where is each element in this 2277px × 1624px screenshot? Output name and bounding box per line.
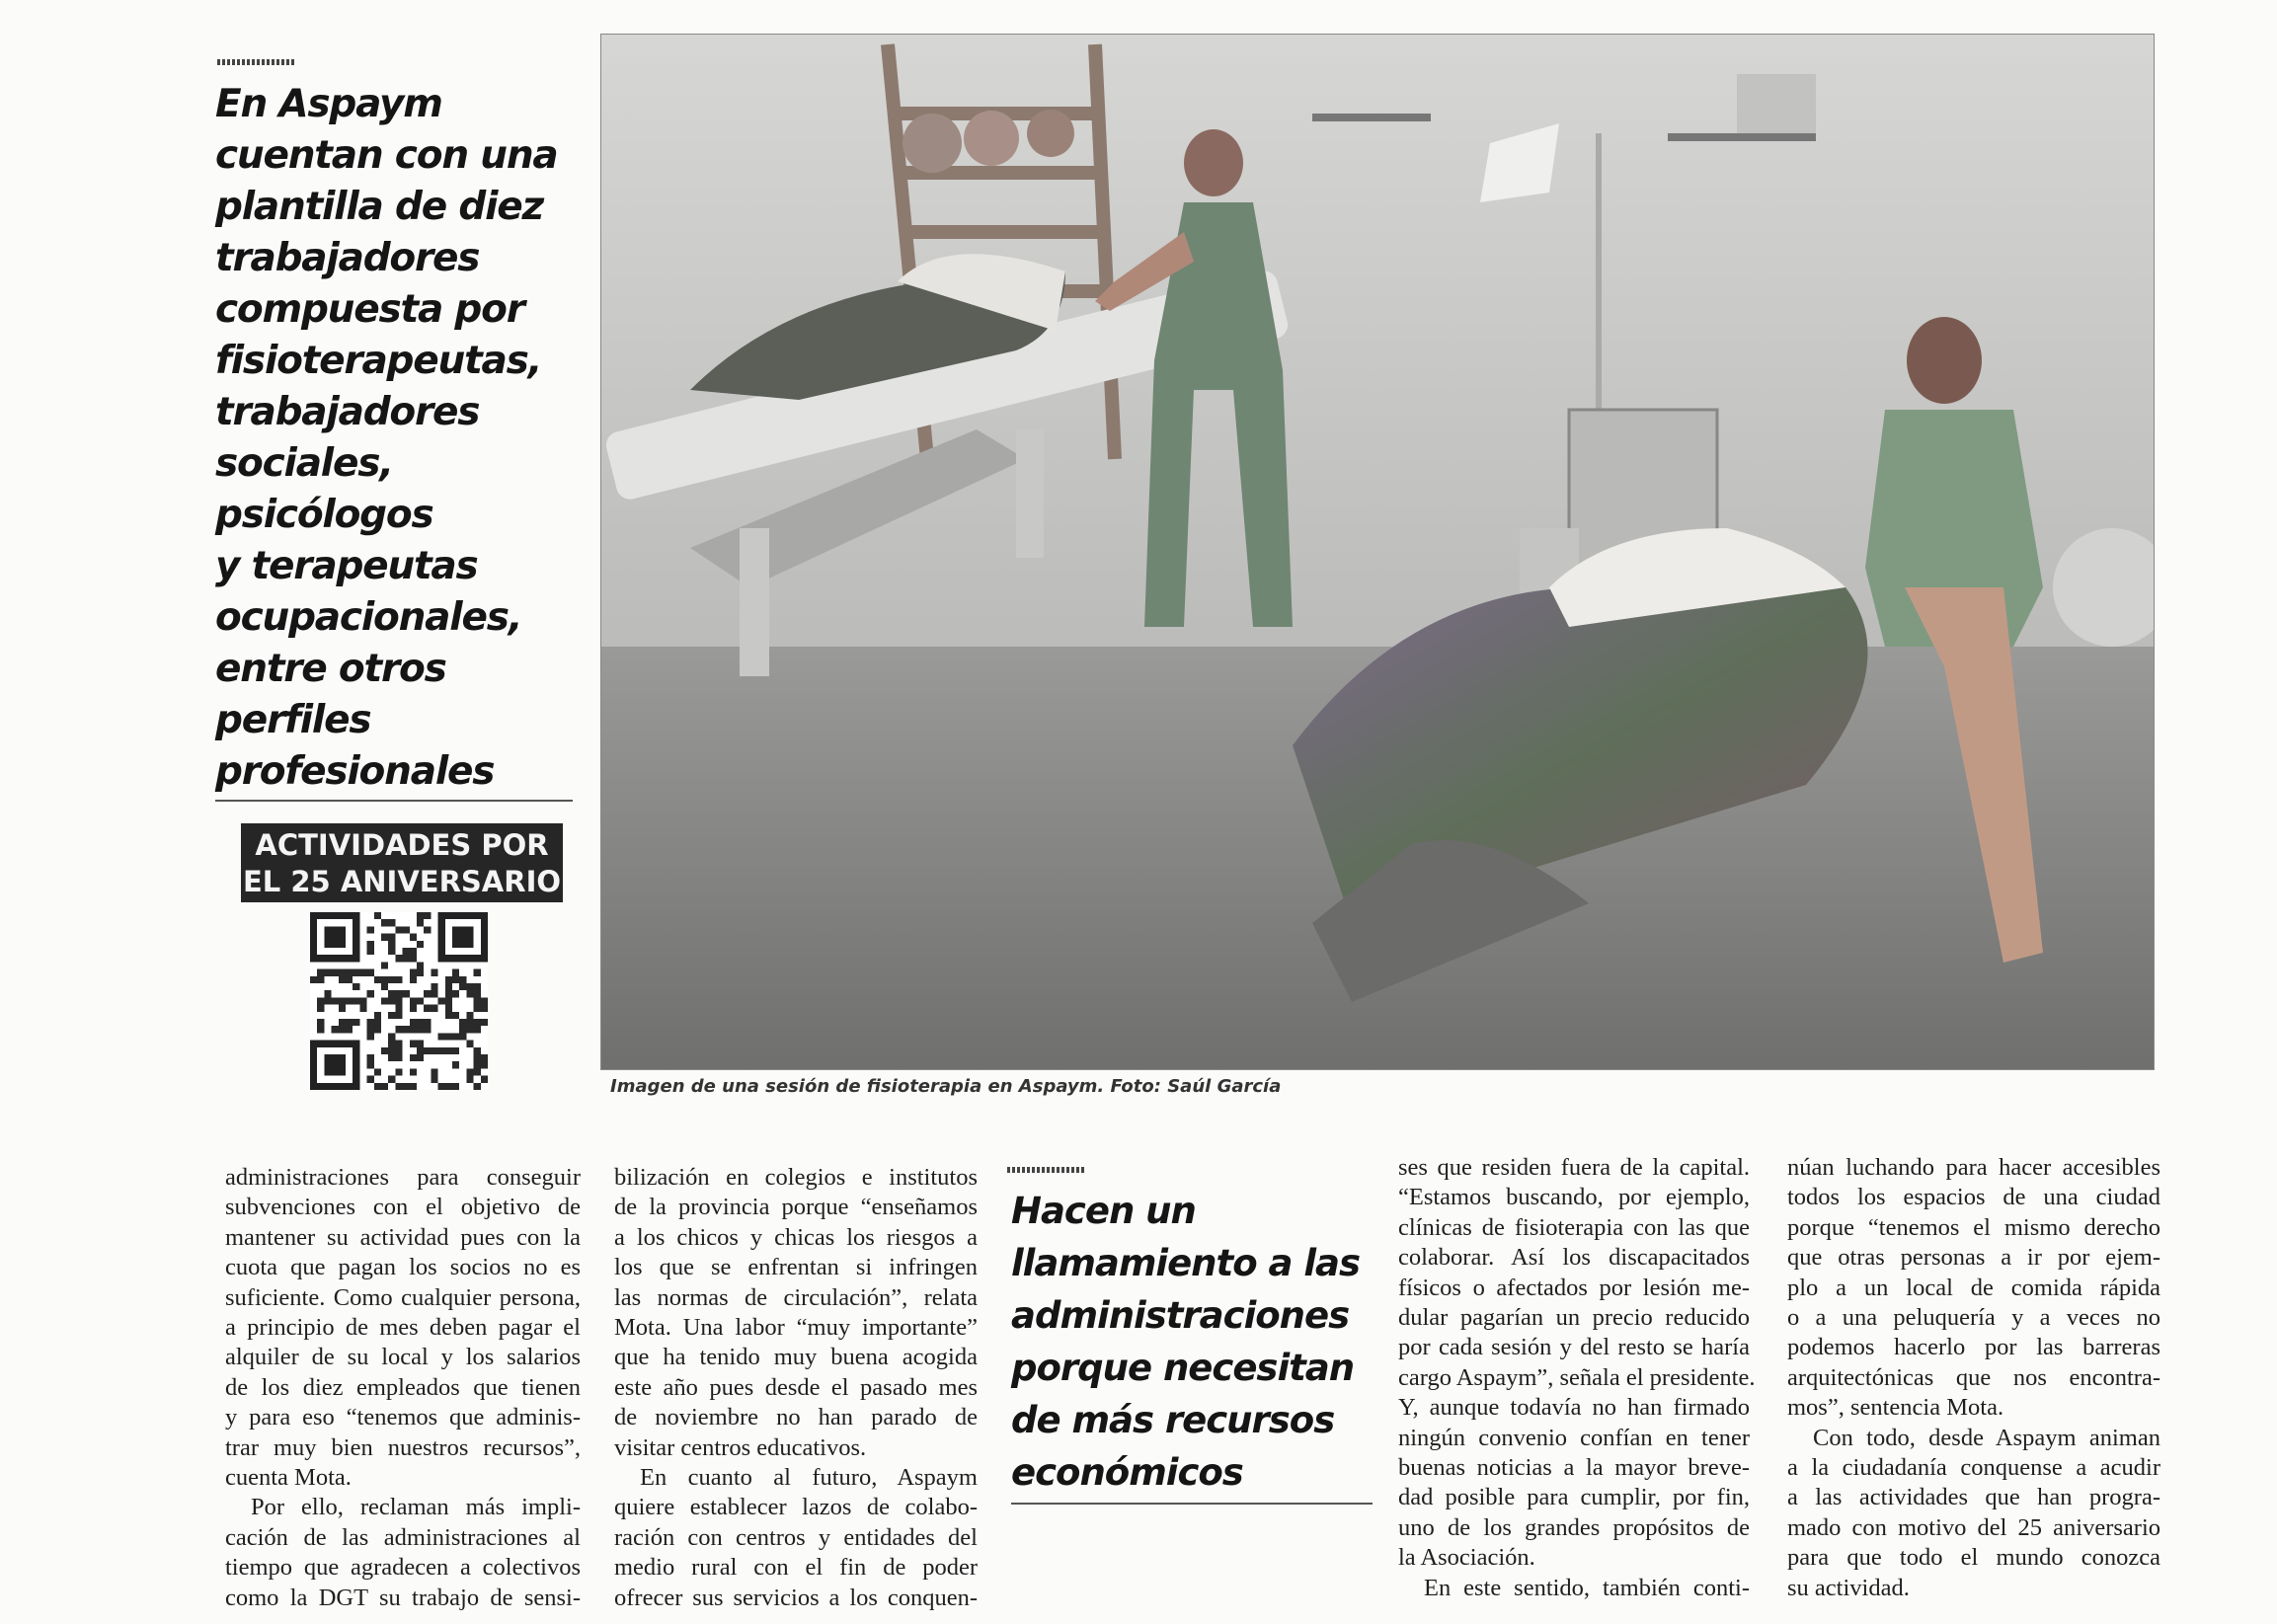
- heading-line: administraciones: [1011, 1294, 1350, 1337]
- text-line: Con todo, desde Aspaym animan: [1813, 1424, 2160, 1451]
- text-line: a la ciudadanía conquense a acudir: [1787, 1454, 2160, 1482]
- heading-line: Hacen un: [1011, 1190, 1196, 1232]
- text-line: los que se enfrentan si infringen: [614, 1254, 978, 1281]
- text-line: ofrecer sus servicios a los conquen-: [614, 1584, 978, 1611]
- text-line: uno de los grandes propósitos de: [1398, 1513, 1750, 1541]
- text-line: mantener su actividad pues con la: [225, 1223, 581, 1251]
- article-column-2: [614, 1163, 978, 1613]
- text-line: clínicas de fisioterapia con las que: [1398, 1213, 1750, 1241]
- text-line: “Estamos buscando, por ejemplo,: [1398, 1184, 1750, 1211]
- text-line: trar muy bien nuestros recursos”,: [225, 1433, 581, 1461]
- text-line: la Asociación.: [1398, 1544, 1535, 1572]
- text-line: tiempo que agradecen a colectivos: [225, 1554, 581, 1582]
- text-line: cuenta Mota.: [225, 1464, 352, 1492]
- text-line: que otras personas a ir por ejem-: [1787, 1244, 2160, 1272]
- text-line: o a una peluquería y a veces no: [1787, 1304, 2160, 1332]
- text-line: alquiler de su local y los salarios: [225, 1344, 581, 1371]
- pull-quote-line: plantilla de diez: [215, 185, 543, 229]
- text-line: a los chicos y chicas los riesgos a: [614, 1223, 978, 1251]
- pull-quote-line: psicólogos: [215, 493, 433, 537]
- text-line: para que todo el mundo conozca: [1787, 1544, 2160, 1572]
- text-line: cuota que pagan los socios no es: [225, 1254, 581, 1281]
- text-line: ses que residen fuera de la capital.: [1398, 1154, 1750, 1181]
- text-line: ningún convenio confían en tener: [1398, 1424, 1750, 1451]
- article-column-5: [1787, 1153, 2160, 1603]
- section-heading-divider: [1011, 1503, 1373, 1505]
- text-line: quiere establecer lazos de colabo-: [614, 1494, 978, 1521]
- text-line: cargo Aspaym”, señala el presidente.: [1398, 1363, 1756, 1391]
- text-line: como la DGT su trabajo de sensi-: [225, 1584, 581, 1611]
- text-line: y para eso “tenemos que adminis-: [225, 1404, 581, 1431]
- text-line: colaborar. Así los discapacitados: [1398, 1244, 1750, 1272]
- text-line: En este sentido, también conti-: [1424, 1574, 1750, 1601]
- text-line: mos”, sentencia Mota.: [1787, 1394, 2004, 1422]
- pull-quote-line: compuesta por: [215, 287, 524, 332]
- text-line: a las actividades que han progra-: [1787, 1484, 2160, 1511]
- article-column-1: [225, 1163, 581, 1613]
- text-line: a principio de mes deben pagar el: [225, 1314, 581, 1342]
- text-line: visitar centros educativos.: [614, 1433, 867, 1461]
- pull-quote-line: fisioterapeutas,: [215, 339, 542, 383]
- pull-quote-line: ocupacionales,: [215, 595, 522, 640]
- text-line: En cuanto al futuro, Aspaym: [640, 1464, 978, 1492]
- text-line: este año pues desde el pasado mes: [614, 1373, 978, 1401]
- activities-label: [241, 823, 563, 902]
- text-line: plo a un local de comida rápida: [1787, 1274, 2160, 1301]
- text-line: su actividad.: [1787, 1574, 1910, 1601]
- text-line: núan luchando para hacer accesibles: [1787, 1154, 2160, 1181]
- activities-label-line: ACTIVIDADES POR: [255, 828, 549, 862]
- heading-line: de más recursos: [1011, 1399, 1335, 1441]
- text-line: buenas noticias a la mayor breve-: [1398, 1454, 1750, 1482]
- text-line: administraciones para conseguir: [225, 1164, 581, 1191]
- text-line: por cada sesión y del resto se haría: [1398, 1334, 1750, 1361]
- decorative-rule: [217, 59, 296, 65]
- text-line: todos los espacios de una ciudad: [1787, 1184, 2160, 1211]
- section-heading: [1011, 1185, 1376, 1499]
- text-line: suficiente. Como cualquier persona,: [225, 1283, 581, 1311]
- text-line: arquitectónicas que nos encontra-: [1787, 1363, 2160, 1391]
- text-line: medio rural con el fin de poder: [614, 1554, 978, 1582]
- heading-line: llamamiento a las: [1011, 1242, 1361, 1284]
- text-line: de noviembre no han parado de: [614, 1404, 978, 1431]
- text-line: dular pagarían un precio reducido: [1398, 1304, 1750, 1332]
- pull-quote-line: cuentan con una: [215, 133, 558, 178]
- text-line: ración con centros y entidades del: [614, 1523, 978, 1551]
- text-line: porque “tenemos el mismo derecho: [1787, 1213, 2160, 1241]
- text-line: que ha tenido muy buena acogida: [614, 1344, 978, 1371]
- text-line: mado con motivo del 25 aniversario: [1787, 1513, 2160, 1541]
- pull-quote-line: perfiles: [215, 698, 371, 742]
- heading-line: económicos: [1011, 1451, 1243, 1494]
- pull-quote-line: y terapeutas: [215, 544, 478, 588]
- heading-line: porque necesitan: [1011, 1347, 1355, 1389]
- text-line: Mota. Una labor “muy importante”: [614, 1314, 978, 1342]
- decorative-rule: [1007, 1167, 1086, 1173]
- article-column-4: [1398, 1153, 1756, 1603]
- text-line: podemos hacerlo por las barreras: [1787, 1334, 2160, 1361]
- text-line: dad posible para cumplir, por fin,: [1398, 1484, 1750, 1511]
- text-line: cación de las administraciones al: [225, 1523, 581, 1551]
- text-line: bilización en colegios e institutos: [614, 1164, 978, 1191]
- pull-quote-line: trabajadores: [215, 236, 480, 280]
- activities-label-line: EL 25 ANIVERSARIO: [242, 865, 562, 898]
- text-line: de la provincia porque “enseñamos: [614, 1194, 978, 1221]
- qr-code-icon[interactable]: [310, 912, 488, 1090]
- physiotherapy-photo: [600, 34, 2155, 1070]
- text-line: las normas de circulación”, relata: [614, 1283, 978, 1311]
- text-line: Y, aunque todavía no han firmado: [1398, 1394, 1750, 1422]
- text-line: de los diez empleados que tienen: [225, 1373, 581, 1401]
- pull-quote: [215, 79, 590, 798]
- pull-quote-line: profesionales: [215, 749, 495, 794]
- pull-quote-line: trabajadores: [215, 390, 480, 434]
- photo-caption: Imagen de una sesión de fisioterapia en Aspaym. Foto: Saúl García: [610, 1076, 1282, 1097]
- text-line: físicos o afectados por lesión me-: [1398, 1274, 1750, 1301]
- pull-quote-line: sociales,: [215, 441, 393, 486]
- pull-quote-line: entre otros: [215, 647, 446, 691]
- text-line: Por ello, reclaman más impli-: [251, 1494, 581, 1521]
- pull-quote-line: En Aspaym: [215, 82, 442, 126]
- pull-quote-divider: [215, 800, 573, 802]
- text-line: subvenciones con el objetivo de: [225, 1194, 581, 1221]
